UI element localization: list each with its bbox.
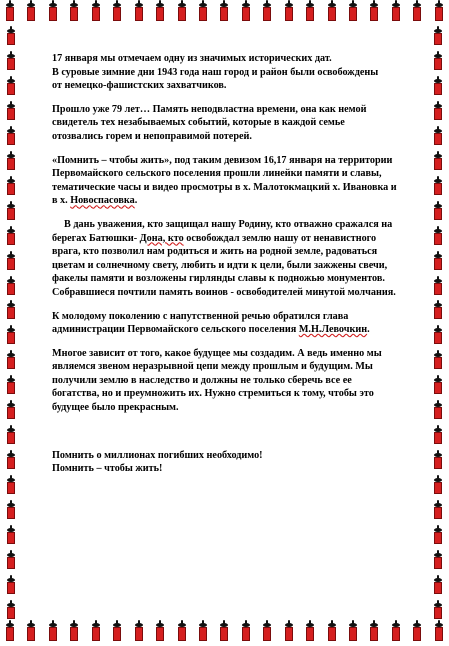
motto-text: «Помнить – чтобы жить», под таким девизом 16,17 января на территории Первомайского сельского поселения прошли линейки памяти и славы, тематические часы и видео просмотры в х. Малотокмацкий х. Ивановка и в х. [52,154,397,207]
candle-icon [5,251,17,271]
candle-icon [154,620,166,642]
candle-icon [432,276,444,296]
closing-line-1: Помнить о миллионах погибших необходимо! [52,449,263,461]
candle-icon [432,525,444,545]
candle-icon [68,620,80,642]
candle-icon [432,300,444,320]
candle-icon [5,600,17,620]
candle-icon [68,0,80,22]
candle-icon [5,375,17,395]
intro-line-2: В суровые зимние дни 1943 года наш город и район были освобождены [52,66,379,78]
paragraph-intro [52,52,397,93]
candle-icon [25,620,37,642]
candle-icon [432,176,444,196]
candle-icon [218,0,230,22]
intro-line-3: от немецко-фашистских захватчиков. [52,80,227,92]
candle-icon [347,0,359,22]
candle-icon [432,375,444,395]
candle-icon [432,101,444,121]
candle-icon [47,620,59,642]
candle-icon [432,126,444,146]
border-top [0,0,449,26]
candle-icon [390,0,402,22]
candle-icon [432,76,444,96]
candle-icon [5,76,17,96]
closing-line-2: Помнить – чтобы жить! [52,463,163,475]
candle-icon [411,0,423,22]
candle-icon [5,51,17,71]
closing-lines [52,449,397,476]
candle-icon [218,620,230,642]
candle-icon [5,300,17,320]
candle-icon [5,201,17,221]
candle-icon [176,0,188,22]
candle-icon [47,0,59,22]
place-name: Новоспасовка [70,195,135,207]
candle-icon [197,0,209,22]
candle-icon [154,0,166,22]
candle-icon [368,0,380,22]
candle-icon [5,151,17,171]
candle-icon [390,620,402,642]
candle-icon [432,151,444,171]
tribute-rest: освобождал землю нашу от ненавистного врага, кто позволил нам родиться и жить на родной земле, радоваться цветам и солнечному свету, любить и идти к цели, были зажжены свечи, факелы памяти и возложены гирлянды славы к подножью монументов. Собравшиеся почтили память воинов - освободителей минутой молчания. [52,232,396,298]
candle-icon [432,550,444,570]
candle-icon [133,0,145,22]
candle-icon [197,620,209,642]
candle-icon [261,620,273,642]
candle-icon [432,226,444,246]
candle-icon [111,620,123,642]
candle-icon [4,0,16,22]
candle-icon [5,450,17,470]
candle-icon [5,575,17,595]
candle-icon [411,620,423,642]
candle-icon [432,450,444,470]
candle-icon [432,575,444,595]
candle-icon [5,276,17,296]
candle-icon [25,0,37,22]
border-bottom [0,620,449,646]
candle-icon [347,620,359,642]
candle-icon [133,620,145,642]
border-right [427,26,449,620]
candle-icon [5,350,17,370]
candle-icon [5,400,17,420]
candle-icon [304,620,316,642]
candle-icon [432,400,444,420]
candle-icon [261,0,273,22]
candle-icon [326,620,338,642]
candle-icon [432,26,444,46]
candle-icon [432,325,444,345]
candle-icon [5,101,17,121]
speech-text: К молодому поколению с напутственной речью обратился глава администрации Первомайского сельского поселения [52,310,349,336]
speech-end: . [367,324,370,336]
candle-icon [432,251,444,271]
motto-end: . [134,195,138,207]
candle-icon [5,226,17,246]
candle-icon [111,0,123,22]
paragraph-motto [52,154,397,208]
tribute-start: В дань уважения, кто защищал нашу Родину, кто отважно сражался на берегах Батюшки- [52,218,393,244]
document-body [52,52,397,476]
candle-icon [176,620,188,642]
candle-icon [90,0,102,22]
candle-icon [432,350,444,370]
candle-icon [5,475,17,495]
candle-icon [5,325,17,345]
candle-icon [432,51,444,71]
paragraph-memory: Прошло уже 79 лет… Память неподвластна времени, она как немой свидетель тех незабываемых событий, которые в каждой семье отозвались горем и непоправимой потерей. [52,103,367,142]
candle-icon [5,176,17,196]
candle-icon [90,620,102,642]
candle-icon [432,475,444,495]
candle-icon [433,0,445,22]
candle-icon [433,620,445,642]
official-name: М.Н.Левочкин [298,324,368,336]
candle-icon [432,600,444,620]
candle-icon [240,0,252,22]
candle-icon [283,0,295,22]
paragraph-tribute [52,218,397,300]
candle-icon [432,425,444,445]
paragraph-speech [52,310,397,337]
intro-line-1: 17 января мы отмечаем одну из значимых исторических дат. [52,53,332,64]
candle-icon [5,425,17,445]
candle-icon [304,0,316,22]
candle-icon [5,550,17,570]
paragraph-future: Многое зависит от того, какое будущее мы создадим. А ведь именно мы являемся звеном неразрывной цепи между прошлым и будущим. Мы получили землю в наследство и должны не только сберечь все ее богатства, но и преумножить их. Нужно стремиться к тому, чтобы это будущее было прекрасным. [52,347,382,414]
candle-icon [368,620,380,642]
candle-icon [326,0,338,22]
candle-icon [283,620,295,642]
border-left [0,26,22,620]
candle-icon [5,26,17,46]
tribute-underlined: Дона, кто [139,232,184,244]
candle-icon [4,620,16,642]
candle-icon [5,126,17,146]
candle-icon [5,500,17,520]
candle-icon [5,525,17,545]
candle-icon [432,201,444,221]
candle-icon [432,500,444,520]
candle-icon [240,620,252,642]
